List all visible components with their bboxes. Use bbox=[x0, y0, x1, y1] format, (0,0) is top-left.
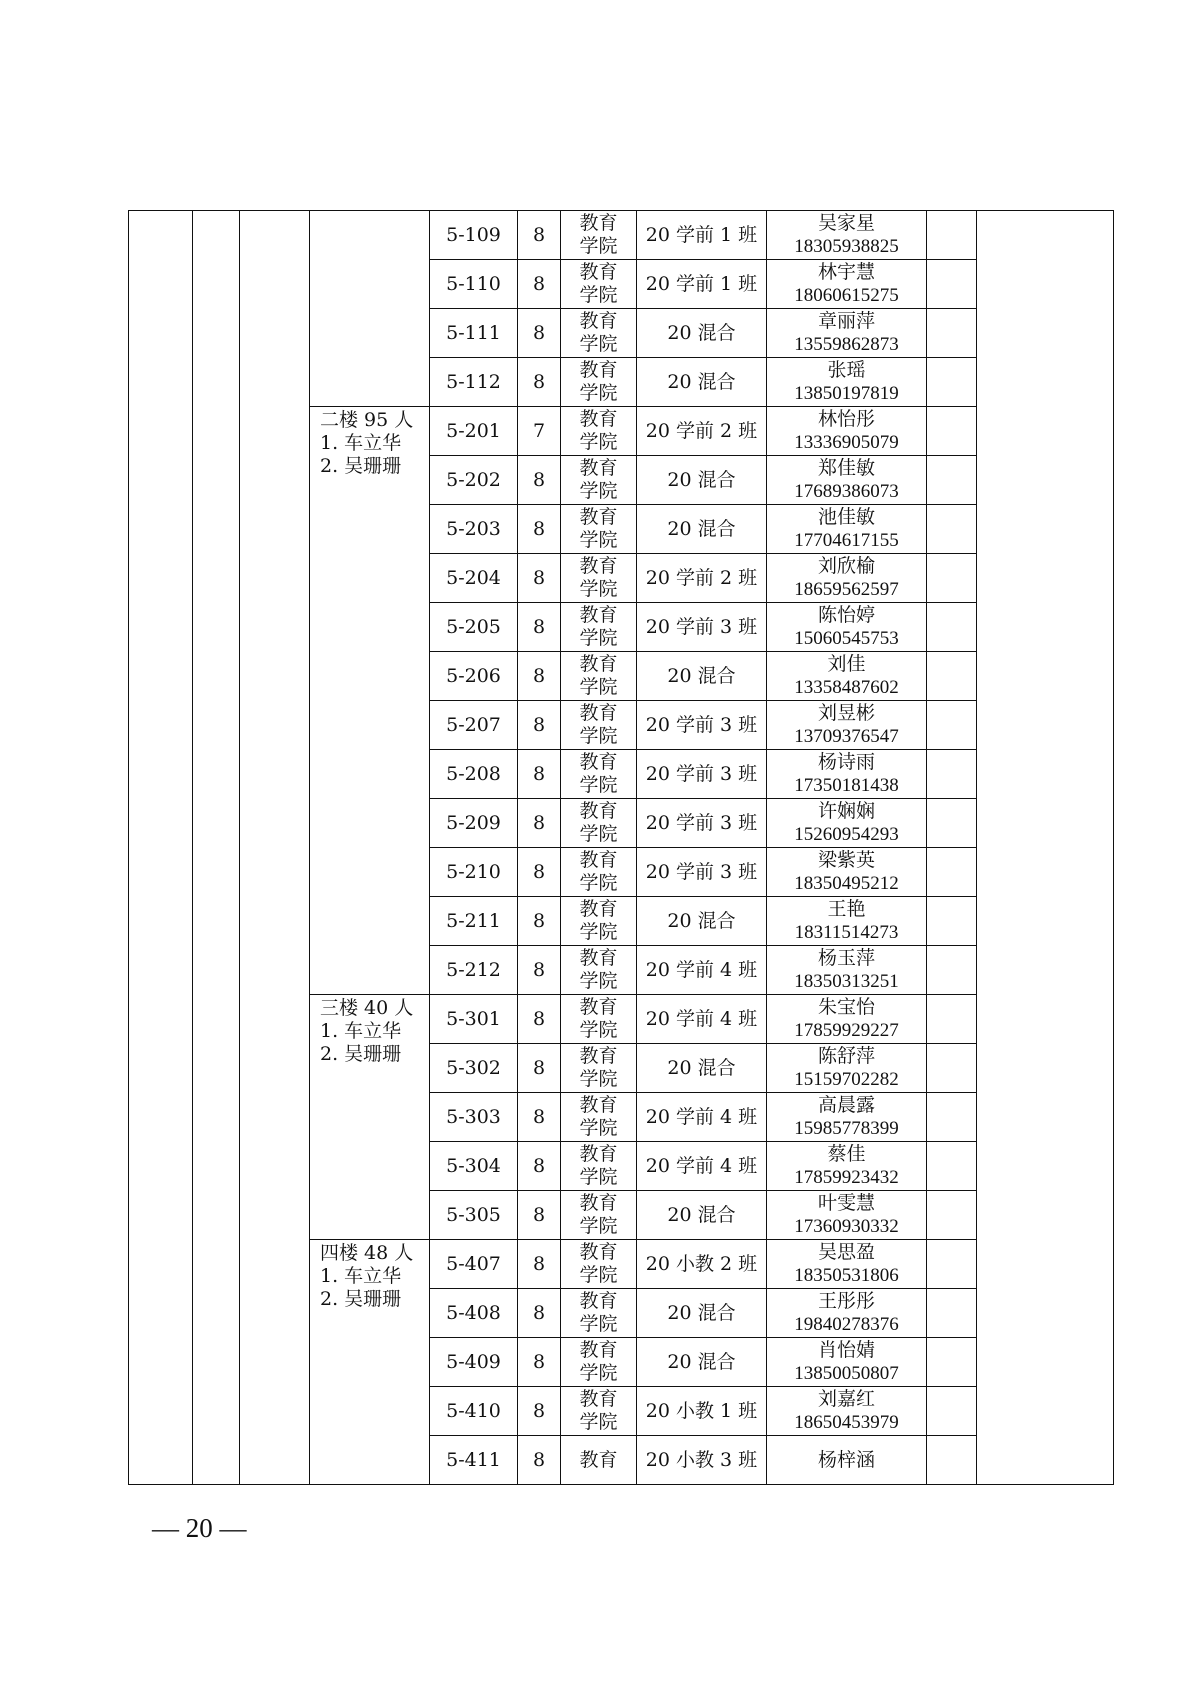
floor-manager: 1. 车立华 bbox=[320, 1265, 402, 1287]
note-cell bbox=[927, 211, 977, 260]
contact-cell bbox=[767, 603, 927, 652]
class-name: 20 学前 1 班 bbox=[637, 211, 767, 260]
floor-manager: 1. 车立华 bbox=[320, 432, 402, 454]
college-text: 教育学院 bbox=[579, 996, 618, 1041]
contact-phone: 18350531806 bbox=[794, 1265, 899, 1286]
contact-name: 梁紫英 bbox=[817, 849, 875, 871]
contact-name: 许娴娴 bbox=[817, 800, 875, 822]
room-number: 5-411 bbox=[430, 1436, 518, 1485]
contact-name: 叶雯慧 bbox=[817, 1192, 875, 1214]
college-text: 教育学院 bbox=[579, 408, 618, 453]
occupant-count: 8 bbox=[518, 309, 561, 358]
contact-phone: 17360930332 bbox=[794, 1216, 899, 1237]
contact-phone: 17689386073 bbox=[794, 481, 899, 502]
contact-name: 刘欣榆 bbox=[817, 555, 875, 577]
college-text: 教育 bbox=[579, 1448, 618, 1471]
class-name: 20 学前 3 班 bbox=[637, 799, 767, 848]
class-name: 20 小教 2 班 bbox=[637, 1240, 767, 1289]
college-text: 教育学院 bbox=[579, 310, 618, 355]
contact-cell bbox=[767, 456, 927, 505]
note-cell bbox=[927, 799, 977, 848]
manager-cell bbox=[240, 211, 310, 1485]
contact-cell bbox=[767, 1289, 927, 1338]
occupant-count: 8 bbox=[518, 652, 561, 701]
room-number: 5-207 bbox=[430, 701, 518, 750]
contact-cell bbox=[767, 407, 927, 456]
floor-title: 二楼 95 人 bbox=[320, 409, 414, 431]
college-text: 教育学院 bbox=[579, 604, 618, 649]
occupant-count: 8 bbox=[518, 1191, 561, 1240]
contact-phone: 15159702282 bbox=[794, 1069, 899, 1090]
college-text: 教育学院 bbox=[579, 1045, 618, 1090]
college bbox=[561, 995, 637, 1044]
contact-phone: 13358487602 bbox=[794, 677, 899, 698]
floor-manager: 2. 吴珊珊 bbox=[320, 455, 402, 477]
occupant-count: 8 bbox=[518, 995, 561, 1044]
table-row bbox=[129, 211, 1114, 260]
college-text: 教育学院 bbox=[579, 702, 618, 747]
note-cell bbox=[927, 456, 977, 505]
occupant-count: 8 bbox=[518, 358, 561, 407]
contact-cell bbox=[767, 260, 927, 309]
floor-cell bbox=[310, 211, 430, 407]
contact-phone: 13559862873 bbox=[794, 334, 899, 355]
college-text: 教育学院 bbox=[579, 555, 618, 600]
contact-name: 肖怡婧 bbox=[817, 1339, 875, 1361]
class-name: 20 学前 3 班 bbox=[637, 848, 767, 897]
remarks-cell bbox=[977, 211, 1114, 1485]
contact-phone: 17704617155 bbox=[794, 530, 899, 551]
floor-cell bbox=[310, 407, 430, 995]
college-text: 教育学院 bbox=[579, 1094, 618, 1139]
contact-name: 刘昱彬 bbox=[817, 702, 875, 724]
college bbox=[561, 701, 637, 750]
note-cell bbox=[927, 1338, 977, 1387]
college bbox=[561, 309, 637, 358]
note-cell bbox=[927, 260, 977, 309]
contact-name: 高晨露 bbox=[817, 1094, 875, 1116]
class-name: 20 混合 bbox=[637, 1338, 767, 1387]
room-number: 5-202 bbox=[430, 456, 518, 505]
class-name: 20 混合 bbox=[637, 456, 767, 505]
class-name: 20 小教 3 班 bbox=[637, 1436, 767, 1485]
room-number: 5-109 bbox=[430, 211, 518, 260]
contact-cell bbox=[767, 1093, 927, 1142]
occupant-count: 8 bbox=[518, 456, 561, 505]
contact-cell bbox=[767, 1240, 927, 1289]
college bbox=[561, 603, 637, 652]
room-number: 5-111 bbox=[430, 309, 518, 358]
college-text: 教育学院 bbox=[579, 1388, 618, 1433]
note-cell bbox=[927, 848, 977, 897]
contact-cell bbox=[767, 309, 927, 358]
occupant-count: 8 bbox=[518, 603, 561, 652]
college bbox=[561, 848, 637, 897]
note-cell bbox=[927, 701, 977, 750]
college-text: 教育学院 bbox=[579, 457, 618, 502]
class-name: 20 学前 3 班 bbox=[637, 701, 767, 750]
contact-phone: 18311514273 bbox=[794, 922, 899, 943]
contact-name: 朱宝怡 bbox=[817, 996, 875, 1018]
occupant-count: 8 bbox=[518, 750, 561, 799]
occupant-count: 8 bbox=[518, 897, 561, 946]
contact-cell bbox=[767, 358, 927, 407]
class-name: 20 混合 bbox=[637, 1191, 767, 1240]
college bbox=[561, 1191, 637, 1240]
floor-manager: 2. 吴珊珊 bbox=[320, 1288, 402, 1310]
contact-name: 刘佳 bbox=[827, 653, 866, 675]
note-cell bbox=[927, 407, 977, 456]
contact-phone: 18060615275 bbox=[794, 285, 899, 306]
occupant-count: 8 bbox=[518, 848, 561, 897]
college bbox=[561, 407, 637, 456]
contact-phone: 18350495212 bbox=[794, 873, 899, 894]
occupant-count: 8 bbox=[518, 799, 561, 848]
contact-cell bbox=[767, 701, 927, 750]
contact-name: 刘嘉红 bbox=[817, 1388, 875, 1410]
room-number: 5-201 bbox=[430, 407, 518, 456]
class-name: 20 学前 3 班 bbox=[637, 750, 767, 799]
note-cell bbox=[927, 1387, 977, 1436]
contact-name: 林宇慧 bbox=[817, 261, 875, 283]
contact-cell bbox=[767, 750, 927, 799]
contact-name: 张瑶 bbox=[827, 359, 866, 381]
college-text: 教育学院 bbox=[579, 212, 618, 257]
occupant-count: 8 bbox=[518, 1289, 561, 1338]
occupant-count: 8 bbox=[518, 1387, 561, 1436]
contact-cell bbox=[767, 652, 927, 701]
college bbox=[561, 554, 637, 603]
contact-name: 池佳敏 bbox=[817, 506, 875, 528]
contact-name: 杨玉萍 bbox=[817, 947, 875, 969]
note-cell bbox=[927, 358, 977, 407]
occupant-count: 8 bbox=[518, 1338, 561, 1387]
college bbox=[561, 1436, 637, 1485]
contact-cell bbox=[767, 799, 927, 848]
contact-cell bbox=[767, 1338, 927, 1387]
college-text: 教育学院 bbox=[579, 359, 618, 404]
college-text: 教育学院 bbox=[579, 506, 618, 551]
room-number: 5-301 bbox=[430, 995, 518, 1044]
note-cell bbox=[927, 1142, 977, 1191]
college-text: 教育学院 bbox=[579, 1241, 618, 1286]
contact-name: 杨诗雨 bbox=[817, 751, 875, 773]
building-cell bbox=[193, 211, 240, 1485]
contact-phone: 18305938825 bbox=[794, 236, 899, 257]
class-name: 20 混合 bbox=[637, 505, 767, 554]
college bbox=[561, 358, 637, 407]
dorm-table bbox=[128, 210, 1114, 1485]
class-name: 20 学前 3 班 bbox=[637, 603, 767, 652]
contact-name: 章丽萍 bbox=[817, 310, 875, 332]
contact-name: 陈舒萍 bbox=[817, 1045, 875, 1067]
class-name: 20 学前 1 班 bbox=[637, 260, 767, 309]
room-number: 5-305 bbox=[430, 1191, 518, 1240]
note-cell bbox=[927, 652, 977, 701]
occupant-count: 8 bbox=[518, 946, 561, 995]
floor-cell bbox=[310, 995, 430, 1240]
room-number: 5-209 bbox=[430, 799, 518, 848]
class-name: 20 混合 bbox=[637, 1289, 767, 1338]
room-number: 5-110 bbox=[430, 260, 518, 309]
note-cell bbox=[927, 1240, 977, 1289]
contact-cell bbox=[767, 1387, 927, 1436]
occupant-count: 8 bbox=[518, 1093, 561, 1142]
contact-cell bbox=[767, 848, 927, 897]
class-name: 20 学前 2 班 bbox=[637, 407, 767, 456]
contact-cell bbox=[767, 554, 927, 603]
note-cell bbox=[927, 750, 977, 799]
college-text: 教育学院 bbox=[579, 261, 618, 306]
college-text: 教育学院 bbox=[579, 800, 618, 845]
college bbox=[561, 1142, 637, 1191]
occupant-count: 8 bbox=[518, 1436, 561, 1485]
room-number: 5-208 bbox=[430, 750, 518, 799]
note-cell bbox=[927, 995, 977, 1044]
note-cell bbox=[927, 309, 977, 358]
occupant-count: 8 bbox=[518, 1142, 561, 1191]
note-cell bbox=[927, 1289, 977, 1338]
room-number: 5-112 bbox=[430, 358, 518, 407]
class-name: 20 混合 bbox=[637, 897, 767, 946]
contact-cell bbox=[767, 1191, 927, 1240]
class-name: 20 混合 bbox=[637, 652, 767, 701]
college bbox=[561, 1338, 637, 1387]
class-name: 20 学前 4 班 bbox=[637, 946, 767, 995]
occupant-count: 8 bbox=[518, 211, 561, 260]
note-cell bbox=[927, 1436, 977, 1485]
class-name: 20 学前 2 班 bbox=[637, 554, 767, 603]
note-cell bbox=[927, 1044, 977, 1093]
contact-name: 杨梓涵 bbox=[817, 1448, 875, 1471]
college bbox=[561, 1240, 637, 1289]
contact-phone: 17859923432 bbox=[794, 1167, 899, 1188]
occupant-count: 7 bbox=[518, 407, 561, 456]
occupant-count: 8 bbox=[518, 1044, 561, 1093]
college-text: 教育学院 bbox=[579, 898, 618, 943]
college-text: 教育学院 bbox=[579, 1339, 618, 1384]
college bbox=[561, 1387, 637, 1436]
college bbox=[561, 799, 637, 848]
class-name: 20 小教 1 班 bbox=[637, 1387, 767, 1436]
floor-title: 四楼 48 人 bbox=[320, 1242, 414, 1264]
room-number: 5-409 bbox=[430, 1338, 518, 1387]
contact-phone: 18659562597 bbox=[794, 579, 899, 600]
room-number: 5-211 bbox=[430, 897, 518, 946]
college bbox=[561, 1044, 637, 1093]
class-name: 20 混合 bbox=[637, 309, 767, 358]
class-name: 20 混合 bbox=[637, 358, 767, 407]
room-number: 5-408 bbox=[430, 1289, 518, 1338]
college bbox=[561, 211, 637, 260]
class-name: 20 混合 bbox=[637, 1044, 767, 1093]
contact-cell bbox=[767, 211, 927, 260]
floor-manager: 1. 车立华 bbox=[320, 1020, 402, 1042]
room-number: 5-203 bbox=[430, 505, 518, 554]
room-number: 5-303 bbox=[430, 1093, 518, 1142]
college bbox=[561, 946, 637, 995]
occupant-count: 8 bbox=[518, 505, 561, 554]
occupant-count: 8 bbox=[518, 701, 561, 750]
college-text: 教育学院 bbox=[579, 1143, 618, 1188]
room-number: 5-410 bbox=[430, 1387, 518, 1436]
floor-title: 三楼 40 人 bbox=[320, 997, 414, 1019]
college bbox=[561, 1289, 637, 1338]
contact-phone: 17350181438 bbox=[794, 775, 899, 796]
note-cell bbox=[927, 1093, 977, 1142]
college-text: 教育学院 bbox=[579, 947, 618, 992]
room-number: 5-204 bbox=[430, 554, 518, 603]
note-cell bbox=[927, 603, 977, 652]
contact-phone: 13850050807 bbox=[794, 1363, 899, 1384]
contact-name: 吴思盈 bbox=[817, 1241, 875, 1263]
contact-cell bbox=[767, 946, 927, 995]
contact-phone: 13850197819 bbox=[794, 383, 899, 404]
class-name: 20 学前 4 班 bbox=[637, 995, 767, 1044]
college-text: 教育学院 bbox=[579, 653, 618, 698]
occupant-count: 8 bbox=[518, 1240, 561, 1289]
college bbox=[561, 750, 637, 799]
note-cell bbox=[927, 505, 977, 554]
occupant-count: 8 bbox=[518, 554, 561, 603]
contact-phone: 13709376547 bbox=[794, 726, 899, 747]
college bbox=[561, 505, 637, 554]
contact-phone: 18350313251 bbox=[794, 971, 899, 992]
room-number: 5-206 bbox=[430, 652, 518, 701]
room-number: 5-304 bbox=[430, 1142, 518, 1191]
college bbox=[561, 1093, 637, 1142]
contact-cell bbox=[767, 1044, 927, 1093]
contact-cell bbox=[767, 505, 927, 554]
college bbox=[561, 260, 637, 309]
contact-name: 王彤彤 bbox=[817, 1290, 875, 1312]
college bbox=[561, 652, 637, 701]
college-text: 教育学院 bbox=[579, 849, 618, 894]
room-number: 5-205 bbox=[430, 603, 518, 652]
room-number: 5-302 bbox=[430, 1044, 518, 1093]
contact-phone: 18650453979 bbox=[794, 1412, 899, 1433]
contact-name: 陈怡婷 bbox=[817, 604, 875, 626]
college-text: 教育学院 bbox=[579, 1290, 618, 1335]
contact-cell bbox=[767, 995, 927, 1044]
note-cell bbox=[927, 1191, 977, 1240]
college-text: 教育学院 bbox=[579, 751, 618, 796]
contact-phone: 15260954293 bbox=[794, 824, 899, 845]
note-cell bbox=[927, 946, 977, 995]
contact-name: 蔡佳 bbox=[827, 1143, 866, 1165]
college bbox=[561, 456, 637, 505]
contact-phone: 15985778399 bbox=[794, 1118, 899, 1139]
room-number: 5-407 bbox=[430, 1240, 518, 1289]
college bbox=[561, 897, 637, 946]
contact-name: 林怡彤 bbox=[817, 408, 875, 430]
contact-phone: 19840278376 bbox=[794, 1314, 899, 1335]
floor-cell bbox=[310, 1240, 430, 1485]
contact-name: 吴家星 bbox=[817, 212, 875, 234]
page-number: — 20 — bbox=[152, 1513, 247, 1543]
class-name: 20 学前 4 班 bbox=[637, 1142, 767, 1191]
campus-cell bbox=[129, 211, 193, 1485]
contact-cell bbox=[767, 897, 927, 946]
contact-name: 郑佳敏 bbox=[817, 457, 875, 479]
room-number: 5-210 bbox=[430, 848, 518, 897]
room-number: 5-212 bbox=[430, 946, 518, 995]
note-cell bbox=[927, 554, 977, 603]
note-cell bbox=[927, 897, 977, 946]
college-text: 教育学院 bbox=[579, 1192, 618, 1237]
contact-cell bbox=[767, 1436, 927, 1485]
occupant-count: 8 bbox=[518, 260, 561, 309]
contact-phone: 17859929227 bbox=[794, 1020, 899, 1041]
floor-manager: 2. 吴珊珊 bbox=[320, 1043, 402, 1065]
contact-name: 王艳 bbox=[827, 898, 866, 920]
contact-phone: 15060545753 bbox=[794, 628, 899, 649]
class-name: 20 学前 4 班 bbox=[637, 1093, 767, 1142]
contact-cell bbox=[767, 1142, 927, 1191]
contact-phone: 13336905079 bbox=[794, 432, 899, 453]
